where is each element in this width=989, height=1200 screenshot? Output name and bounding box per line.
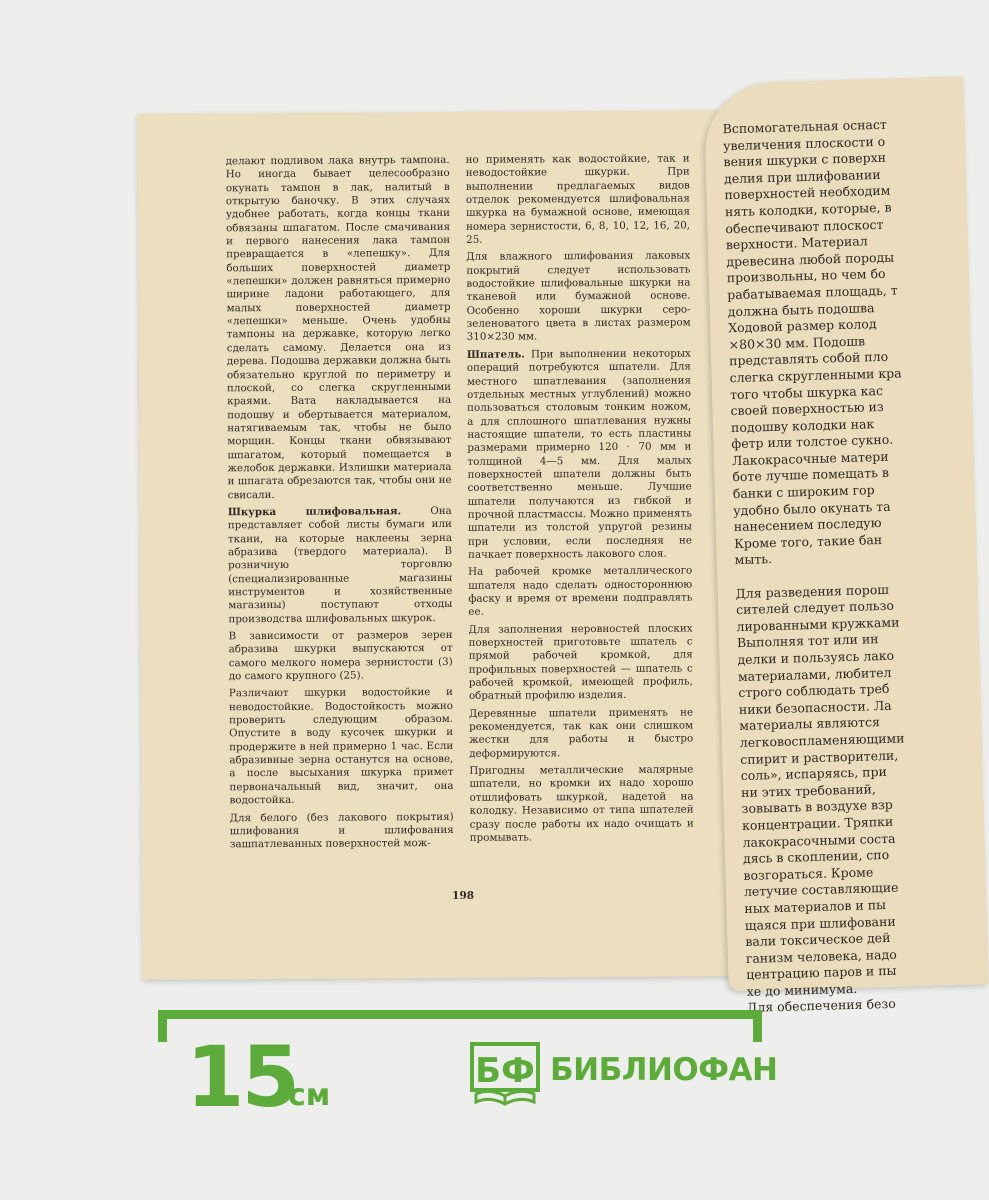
logo-mark-text: БФ (475, 1051, 535, 1091)
text-column-right (466, 152, 694, 849)
text-line: Для обеспечения безо (746, 996, 896, 1016)
paragraph-text: Она представляет собой листы бумаги или ткани, на которые наклеены зерна абразива (твердого материала). В розничную торговлю (специализированные магазины инструментов и хозяйственные магазины) поступают отходы производства шлифовальных шкурок. (227, 504, 453, 625)
text-line: Лакокрасочные матери (731, 448, 889, 469)
brand-name: БИБЛИОФАН (550, 1052, 778, 1088)
text-line: Вспомогательная оснаст (722, 116, 888, 137)
paragraph (467, 347, 692, 562)
text-line: того чтобы шкурка кас (729, 382, 884, 402)
text-column-left (226, 154, 454, 856)
text-line: делия при шлифовании (723, 166, 881, 187)
text-line: ни этих требований, (740, 781, 877, 800)
page-number: 198 (452, 889, 475, 902)
text-line: зовывать в воздухе взр (741, 797, 894, 817)
text-line: строго соблюдать треб (738, 681, 890, 701)
text-line: ×80×30 мм. Подошв (728, 333, 866, 352)
text-line: нять колодки, которые, в (724, 199, 892, 220)
text-line: банки с широким гор (732, 482, 875, 502)
text-line: соль», испаряясь, при (740, 764, 888, 784)
text-line: Кроме того, такие бан (734, 531, 883, 551)
text-line: Ходовой размер колод (727, 316, 877, 336)
text-line: своей поверхностью из (730, 398, 884, 419)
text-line: рабатываемая площадь, т (727, 282, 898, 303)
text-line: древесина любой породы (726, 249, 895, 269)
paragraph: Для белого (без лакового покрытия) шлифования и шлифования зашпатлеванных поверхностей мож- (229, 810, 454, 851)
text-line: вения шкурки с поверхн (723, 149, 887, 170)
paragraph: На рабочей кромке металлического шпателя надо сделать одностороннюю фаску и время от времени подправлять ее. (468, 564, 693, 619)
text-line: лированными кружками (736, 614, 900, 634)
text-line: Выполняя тот или ин (736, 631, 879, 651)
text-line: увеличения плоскости о (722, 133, 886, 153)
text-line: ганизм человека, надо (745, 946, 897, 966)
text-line: обеспечивают плоскост (725, 216, 884, 236)
text-line: Для разведения порош (735, 581, 890, 601)
paragraph: Различают шкурки водостойкие и неводостойкие. Водостойкость можно проверить следующим образом. Опустите в воду кусочек шкурки и продержите в ней примерно 1 час. Если абразивные зерна останутся на основе, а после высыхания шкурка примет первоначальный вид, значит, она водостойка. (228, 686, 454, 807)
paragraph: Деревянные шпатели применять не рекомендуется, так как они слишком жестки для работы и быстро деформируются. (468, 706, 694, 760)
text-line: дясь в скоплении, спо (742, 847, 890, 867)
paragraph-text: При выполнении некоторых операций потребуются шпатели. Для местного шпатлевания (заполнения отдельных местных углублений) можно пользоваться столовым тонким ножом, а для сплошного шпатлевания нужны настоящие шпатели, то есть пластины размерами примерно 120 · 70 мм и толщиной 4—5 мм. Для малых поверхностей шпатели должны быть соответственно меньше. Лучшие шпатели получаются из гибкой и прочной пластмассы. Можно применять шпатели из толстой упругой резины при условии, если последняя не пачкает поверхность лакового слоя. (466, 347, 693, 561)
text-line: материалы являются (739, 714, 881, 734)
text-line: должна быть подошва (727, 299, 875, 319)
text-line: возгораться. Кроме (743, 864, 874, 883)
text-line: ных материалов и пы (744, 896, 887, 916)
text-line: подошву колодки нак (730, 415, 875, 435)
text-line: вали токсическое дей (745, 930, 891, 950)
text-line: слегка скругленными кра (729, 365, 902, 386)
text-line: летучие составляющие (743, 879, 899, 900)
text-line: концентрации. Тряпки (741, 813, 894, 833)
paragraph (228, 505, 453, 626)
text-line: ники безопасности. Ла (738, 697, 892, 717)
text-line: делки и пользуясь лако (737, 647, 895, 668)
text-line: поверхностей необходим (724, 183, 891, 203)
left-book-page (137, 110, 738, 980)
paragraph: Пригодны металлические малярные шпатели, но кромки их надо хорошо отшлифовать шкуркой, надетой на колодку. Независимо от типа шпателей сразу после работы их надо очищать и промывать. (469, 763, 694, 844)
text-line: представлять собой пло (728, 349, 889, 369)
text-line: нанесением последую (733, 515, 882, 535)
text-line: лакокрасочными соста (742, 830, 896, 850)
text-line: спирит и растворители, (740, 747, 899, 767)
text-line: легковоспламеняющими (739, 730, 905, 751)
text-line: центрацию паров и пы (746, 963, 897, 983)
text-line: боте лучше помещать в (732, 465, 890, 485)
text-line: фетр или толстое сукно. (731, 431, 894, 452)
scale-unit: см (288, 1078, 331, 1113)
text-line: произвольны, но чем бо (726, 266, 886, 286)
text-line: верхности. Материал (725, 233, 868, 253)
scale-value: 15 (186, 1028, 297, 1126)
paragraph: Для влажного шлифования лаковых покрытий следует использовать водостойкие шлифовальные шкурки на тканевой или бумажной основе. Особенно хороши шкурки серо-зеленоватого цвета в листах размером 310×230 мм. (466, 249, 691, 344)
text-line: щаяся при шлифовани (744, 913, 896, 933)
section-heading: Шкурка шлифовальная. (227, 505, 402, 519)
paragraph: но применять как водостойкие, так и неводостойкие шкурки. При выполнении предлагаемых видов отделок рекомендуется шлифовальная шкурка на бумажной основе, имеющая номера зернистости, 6, 8, 10, 12, 16, 20, 25. (465, 152, 691, 246)
text-line: сителей следует пользо (735, 597, 895, 618)
paragraph: Для заполнения неровностей плоских поверхностей приготовьте шпатель с прямой рабочей кромкой, для профильных поверхностей — шпатель с рабочей кромкой, имеющей профиль, обратный профилю изделия. (468, 622, 693, 703)
text-line: мыть. (734, 551, 773, 568)
text-line: хе до минимума. (746, 980, 858, 999)
right-book-page (703, 77, 988, 1016)
paragraph: В зависимости от размеров зерен абразива шкурки выпускаются от самого мелкого номера зернистости (3) до самого крупного (25). (228, 628, 453, 683)
text-line: материалами, любител (737, 664, 892, 684)
paragraph: делают подливом лака внутрь тампона. Но иногда бывает целесообразно окунать тампон в лак, налитый в открытую баночку. В этих случаях удобнее работать, когда концы ткани обвязаны шпагатом. После смачивания и первого нанесения лака тампон превращается в «лепешку». Для больших поверхностей диаметр «лепешки» должен равняться примерно ширине ладони работающего, для малых поверхностей диаметр «лепешки» меньше. Очень удобны тампоны на державке, которую легко сделать самому. Делается она из дерева. Подошва державки должна быть обязательно круглой по периметру и плоской, со слегка скругленными краями. Вата накладывается на подошву и обертывается материалом, натягиваемым так, чтобы не было морщин. Концы ткани обвязывают шпагатом, который помещается в желобок державки. Излишки материала и шпагата обрезаются так, чтобы они не свисали. (225, 153, 452, 501)
text-line: удобно было окунать та (733, 498, 891, 518)
text-column-cropped (722, 115, 987, 1017)
section-heading: Шпатель. (466, 348, 525, 361)
book-logo-icon (470, 1042, 540, 1106)
